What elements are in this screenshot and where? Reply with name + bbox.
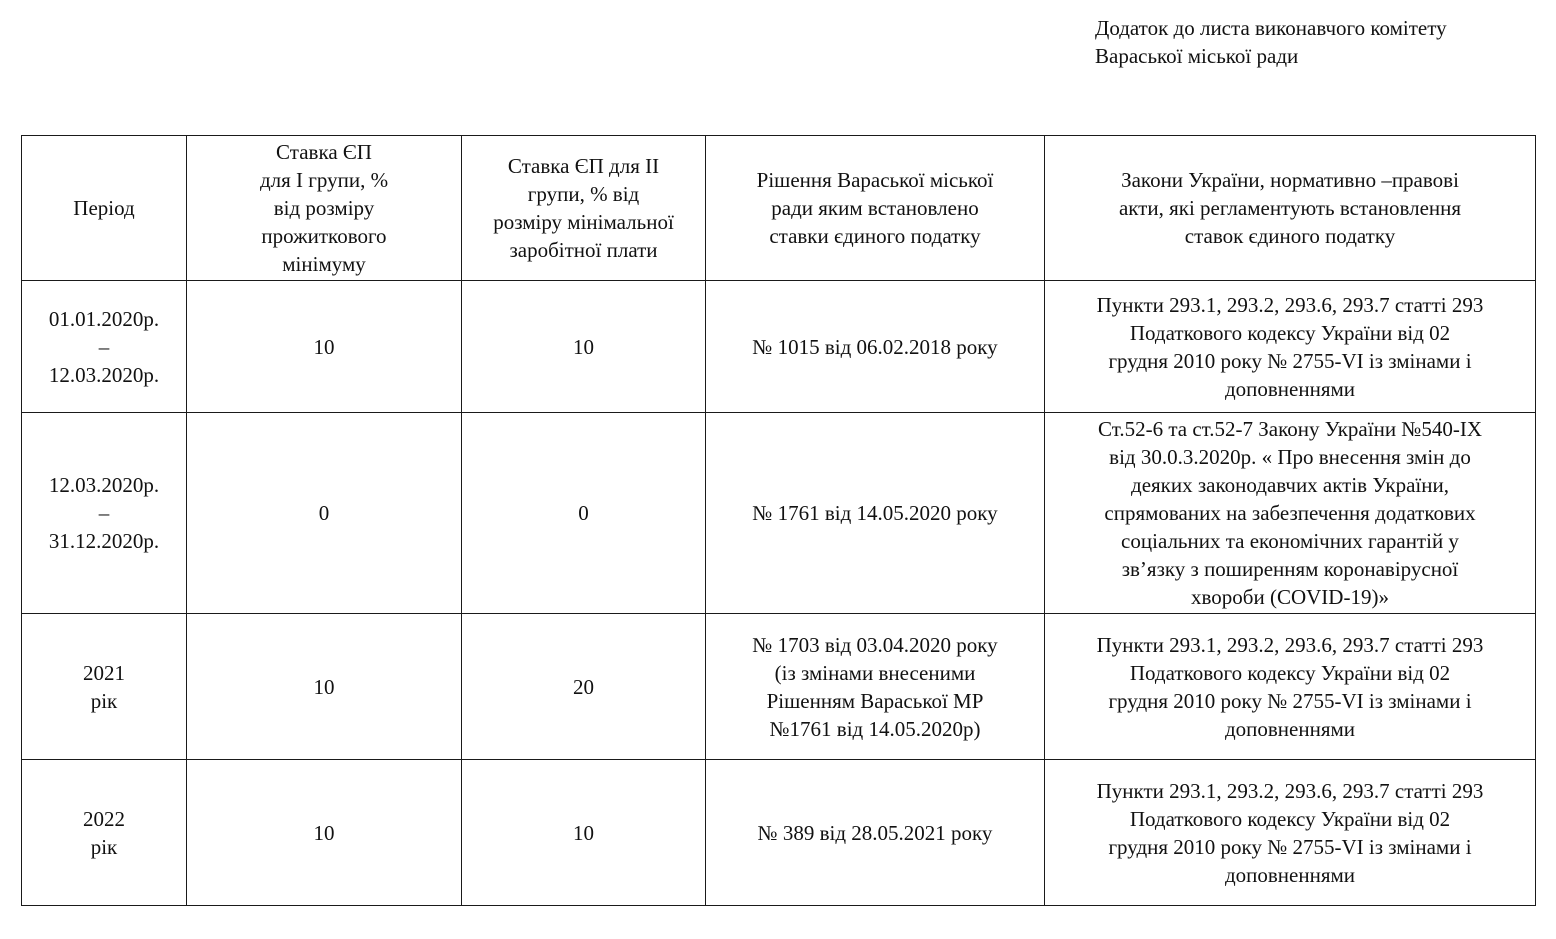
decision-cell: № 1761 від 14.05.2020 року <box>706 413 1045 614</box>
rate-group-1-cell: 10 <box>187 614 462 760</box>
rate-group-2-cell: 10 <box>462 281 706 413</box>
laws-cell: Пункти 293.1, 293.2, 293.6, 293.7 статті 293 Податкового кодексу України від 02 грудня 2010 року № 2755-VI із змінами і доповненнями <box>1045 760 1536 906</box>
laws-cell: Ст.52-6 та ст.52-7 Закону України №540-IX від 30.0.3.2020р. « Про внесення змін до деяких законодавчих актів України, спрямованих на забезпечення додаткових соціальних та економічних гарантій у зв’язку з поширенням коронавірусної хвороби (COVID-19)» <box>1045 413 1536 614</box>
period-end: 31.12.2020р. <box>48 529 160 553</box>
header-line-2: Вараської міської ради <box>1095 44 1299 68</box>
period-end: 12.03.2020р. <box>48 362 160 387</box>
rate-group-2-cell: 10 <box>462 760 706 906</box>
period-start: 2022 <box>83 806 125 831</box>
period-end: рік <box>90 834 118 859</box>
decision-cell: № 1703 від 03.04.2020 року (із змінами внесеними Рішенням Вараської МР №1761 від 14.05.2020р) <box>706 614 1045 760</box>
document-header <box>1095 14 1535 70</box>
period-cell <box>22 760 187 906</box>
decision-cell: № 1015 від 06.02.2018 року <box>706 281 1045 413</box>
table-row <box>22 760 1536 906</box>
period-cell <box>22 281 187 413</box>
period-start: 12.03.2020р. <box>48 473 160 497</box>
header-line-1: Додаток до листа виконавчого комітету <box>1095 16 1447 40</box>
rate-group-1-cell: 10 <box>187 760 462 906</box>
table-header-row <box>22 136 1536 281</box>
rate-group-2-cell: 0 <box>462 413 706 614</box>
period-dash: – <box>98 334 110 359</box>
period-start: 01.01.2020р. <box>48 306 160 331</box>
header-rate-group-2: Ставка ЄП для ІІ групи, % від розміру мінімальної заробітної плати <box>462 136 706 281</box>
laws-cell: Пункти 293.1, 293.2, 293.6, 293.7 статті 293 Податкового кодексу України від 02 грудня 2010 року № 2755-VI із змінами і доповненнями <box>1045 614 1536 760</box>
rate-group-1-cell: 0 <box>187 413 462 614</box>
header-decision: Рішення Вараської міської ради яким встановлено ставки єдиного податку <box>706 136 1045 281</box>
table-row <box>22 281 1536 413</box>
header-period: Період <box>22 136 187 281</box>
laws-cell: Пункти 293.1, 293.2, 293.6, 293.7 статті 293 Податкового кодексу України від 02 грудня 2010 року № 2755-VI із змінами і доповненнями <box>1045 281 1536 413</box>
rate-group-1-cell: 10 <box>187 281 462 413</box>
period-end: рік <box>90 688 118 713</box>
period-dash: – <box>98 501 110 525</box>
table-row <box>22 614 1536 760</box>
table-row <box>22 413 1536 614</box>
tax-rates-table <box>21 135 1536 906</box>
rate-group-2-cell: 20 <box>462 614 706 760</box>
header-rate-group-1: Ставка ЄП для І групи, % від розміру прожиткового мінімуму <box>187 136 462 281</box>
period-cell <box>22 413 187 614</box>
period-cell <box>22 614 187 760</box>
decision-cell: № 389 від 28.05.2021 року <box>706 760 1045 906</box>
header-laws: Закони України, нормативно –правові акти, які регламентують встановлення ставок єдиного податку <box>1045 136 1536 281</box>
period-start: 2021 <box>83 660 125 685</box>
